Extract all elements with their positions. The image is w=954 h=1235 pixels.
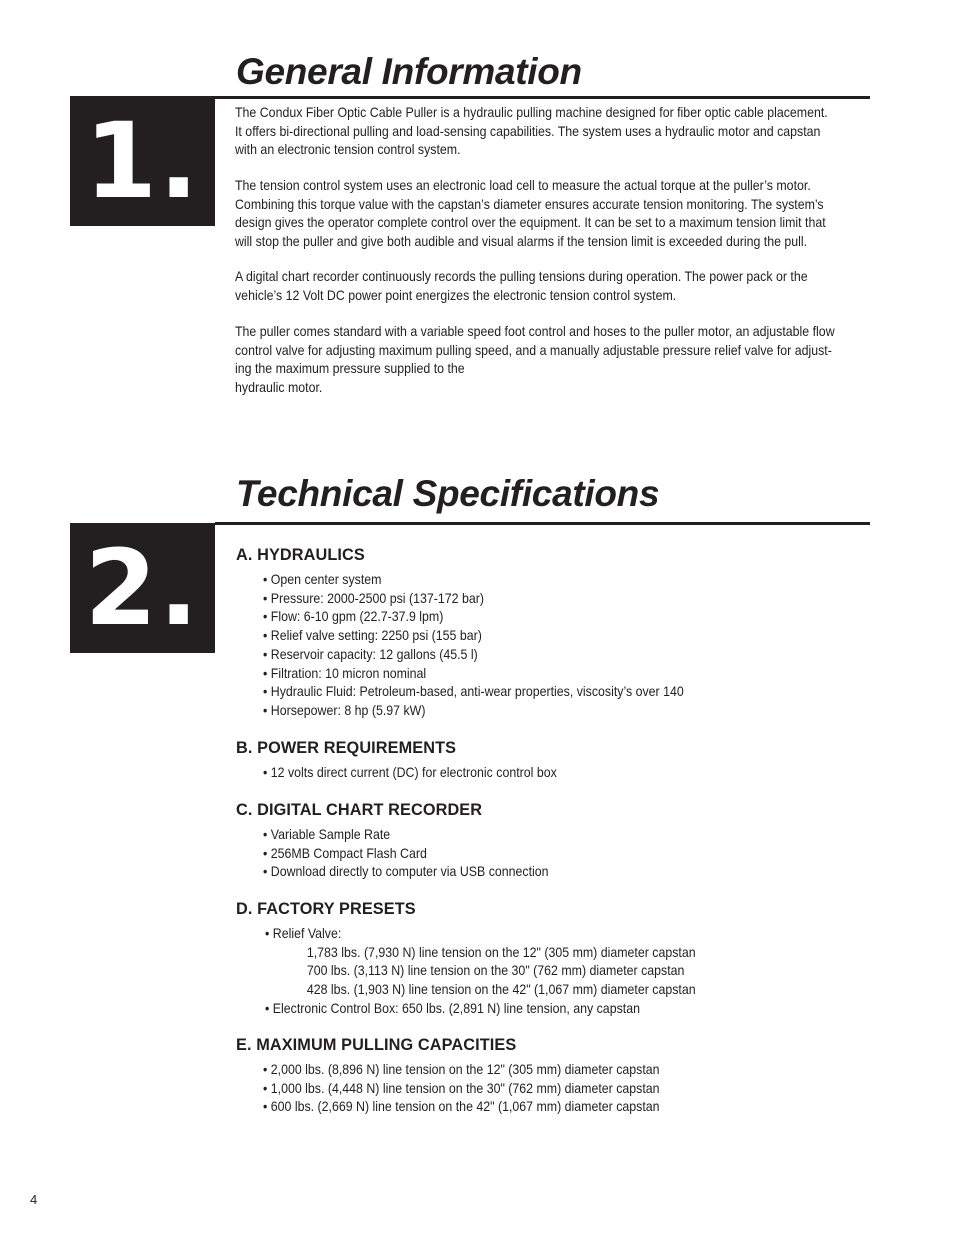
list-item: • Variable Sample Rate <box>263 827 391 842</box>
text-line: It offers bi-directional pulling and load-sensing capabilities. The system uses a hydraulic motor and capstan <box>235 123 821 139</box>
section-2-number-box: 2. <box>70 523 215 653</box>
text-line: ing the maximum pressure supplied to the <box>235 361 465 376</box>
list-item: • 256MB Compact Flash Card <box>263 845 427 861</box>
section-1-number-box: 1. <box>70 96 215 226</box>
list-item: • 600 lbs. (2,669 N) line tension on the 42" (1,067 mm) diameter capstan <box>263 1099 660 1115</box>
digital-chart-recorder-list <box>263 826 549 882</box>
text-line: hydraulic motor. <box>235 379 323 395</box>
list-item: • Reservoir capacity: 12 gallons (45.5 l) <box>263 646 478 662</box>
list-item: • 2,000 lbs. (8,896 N) line tension on the 12" (305 mm) diameter capstan <box>263 1062 660 1077</box>
text-line: vehicle’s 12 Volt DC power point energizes the electronic tension control system. <box>235 287 677 303</box>
list-item: • Horsepower: 8 hp (5.97 kW) <box>263 702 426 718</box>
list-item: • Flow: 6-10 gpm (22.7-37.9 lpm) <box>263 609 444 625</box>
list-item: • 1,000 lbs. (4,448 N) line tension on the 30" (762 mm) diameter capstan <box>263 1080 660 1096</box>
section-1-rule <box>215 96 870 99</box>
text-line: Combining this torque value with the capstan’s diameter ensures accurate tension monitoring. The system’s <box>235 196 824 212</box>
power-requirements-heading: B. POWER REQUIREMENTS <box>236 739 457 757</box>
text-line: The Condux Fiber Optic Cable Puller is a hydraulic pulling machine designed for fiber optic cable placement. <box>235 105 828 120</box>
list-item: • Relief Valve: <box>265 926 342 941</box>
list-item: • Filtration: 10 micron nominal <box>263 665 427 681</box>
hydraulics-heading: A. HYDRAULICS <box>236 546 365 564</box>
factory-presets-list <box>265 925 696 1019</box>
list-item: 700 lbs. (3,113 N) line tension on the 30" (762 mm) diameter capstan <box>306 963 685 979</box>
text-line: with an electronic tension control system. <box>235 142 461 157</box>
general-paragraph-3 <box>235 268 817 305</box>
digital-chart-recorder-heading: C. DIGITAL CHART RECORDER <box>236 801 483 819</box>
list-item: • Hydraulic Fluid: Petroleum-based, anti-wear properties, viscosity’s over 140 <box>263 684 684 700</box>
hydraulics-list <box>263 571 684 721</box>
maximum-pulling-capacities-heading: E. MAXIMUM PULLING CAPACITIES <box>236 1036 517 1054</box>
text-line: The tension control system uses an electronic load cell to measure the actual torque at the puller’s motor. <box>235 178 811 193</box>
list-item: 428 lbs. (1,903 N) line tension on the 42" (1,067 mm) diameter capstan <box>306 982 696 998</box>
factory-presets-heading: D. FACTORY PRESETS <box>236 900 416 918</box>
text-line: A digital chart recorder continuously records the pulling tensions during operation. The power pack or the <box>235 269 808 284</box>
text-line: design gives the operator complete control over the equipment. It can be set to a maximum tension limit that <box>235 215 826 230</box>
general-paragraph-4 <box>235 323 835 397</box>
general-paragraph-2 <box>235 177 826 251</box>
list-item: • 12 volts direct current (DC) for electronic control box <box>263 765 557 780</box>
power-requirements-list <box>263 764 557 783</box>
list-item: 1,783 lbs. (7,930 N) line tension on the 12" (305 mm) diameter capstan <box>306 944 696 960</box>
list-item: • Pressure: 2000-2500 psi (137-172 bar) <box>263 590 484 606</box>
list-item: • Open center system <box>263 572 382 587</box>
list-item: • Relief valve setting: 2250 psi (155 bar) <box>263 628 482 644</box>
text-line: control valve for adjusting maximum pulling speed, and a manually adjustable pressure relief valve for adjust- <box>235 342 832 358</box>
text-line: will stop the puller and give both audible and visual alarms if the tension limit is exceeded during the pull. <box>235 233 808 249</box>
technical-specifications-title: Technical Specifications <box>236 473 660 514</box>
list-item: • Electronic Control Box: 650 lbs. (2,891 N) line tension, any capstan <box>265 1000 640 1016</box>
list-item: • Download directly to computer via USB connection <box>263 864 549 880</box>
section-2-rule <box>215 522 870 525</box>
general-paragraph-1 <box>235 104 828 160</box>
page-number: 4 <box>30 1192 38 1207</box>
general-information-title: General Information <box>236 51 582 92</box>
text-line: The puller comes standard with a variable speed foot control and hoses to the puller motor, an adjustable flow <box>235 324 835 339</box>
maximum-pulling-capacities-list <box>263 1061 660 1117</box>
